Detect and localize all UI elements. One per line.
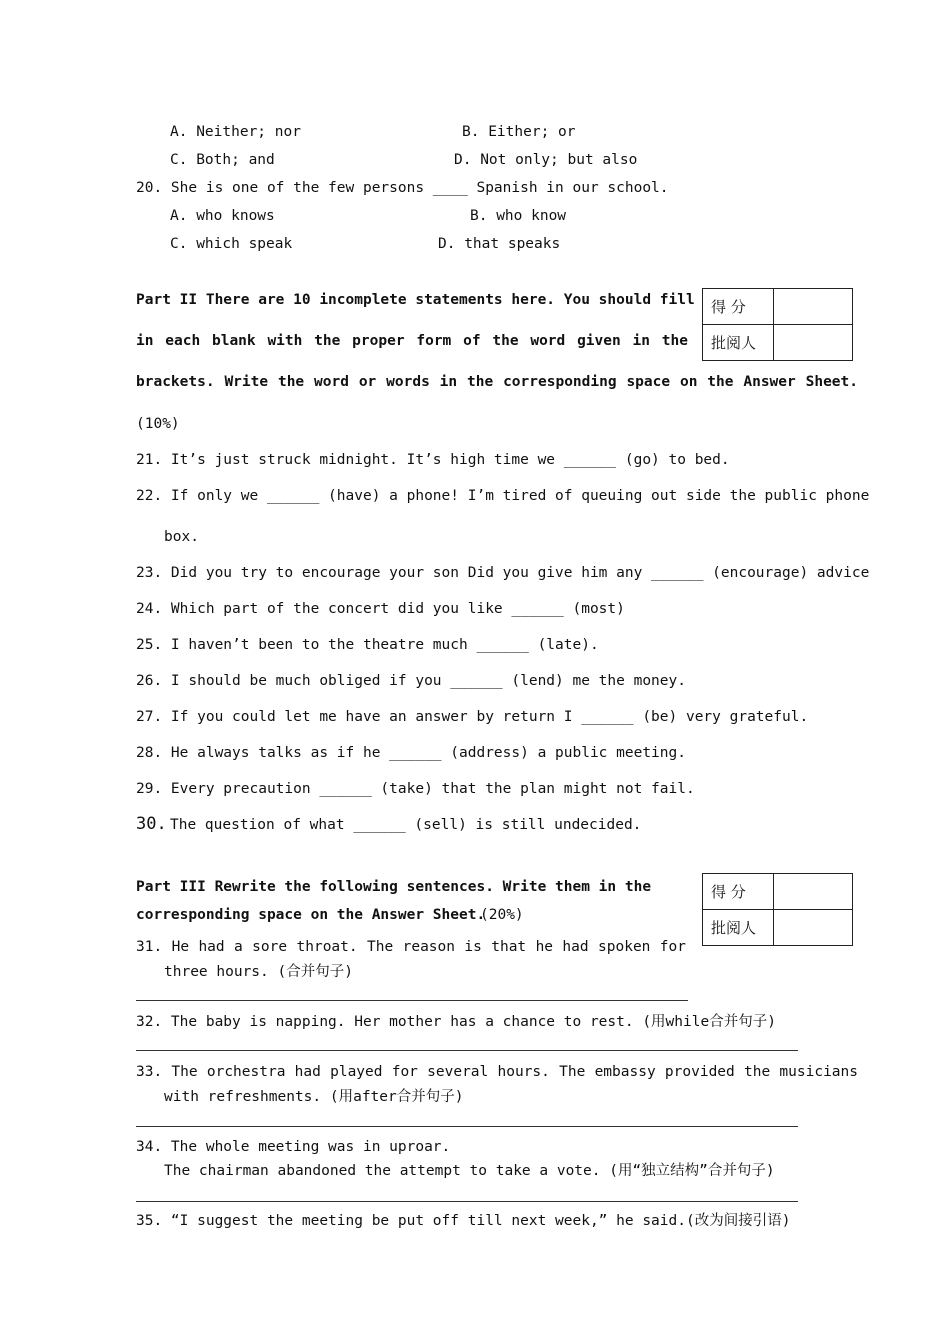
question-35: 35. “I suggest the meeting be put off till next week,” he said.(改为间接引语) [136,1213,791,1229]
reviewer-label: 批阅人 [703,325,774,361]
question-30-number: 30. [136,814,167,834]
q19-option-c: C. Both; and [170,152,275,168]
q20-stem: 20. She is one of the few persons ____ Spanish in our school. [136,180,669,196]
reviewer-cell [774,325,853,361]
part2-score-box [702,288,853,361]
answer-line-33 [136,1126,798,1127]
q20-option-a: A. who knows [170,208,275,224]
question-33-line2: with refreshments. (用after合并句子) [164,1089,464,1105]
question-30: The question of what ______ (sell) is still undecided. [170,817,642,833]
question-31-line1: 31. He had a sore throat. The reason is that he had spoken for [136,939,686,955]
q19-option-a: A. Neither; nor [170,124,301,140]
question-31-line2: three hours. (合并句子) [164,964,353,980]
question-24: 24. Which part of the concert did you like ______ (most) [136,601,625,617]
question-34-line1: 34. The whole meeting was in uproar. [136,1139,451,1155]
question-32: 32. The baby is napping. Her mother has a chance to rest. (用while合并句子) [136,1014,776,1030]
part2-instructions-line2: in each blank with the proper form of the word given in the [136,333,688,349]
q19-option-b: B. Either; or [462,124,576,140]
q19-option-d: D. Not only; but also [454,152,638,168]
q20-option-d: D. that speaks [438,236,561,252]
question-26: 26. I should be much obliged if you ______ (lend) me the money. [136,673,686,689]
question-27: 27. If you could let me have an answer by return I ______ (be) very grateful. [136,709,809,725]
answer-line-32 [136,1050,798,1051]
question-23: 23. Did you try to encourage your son Did you give him any ______ (encourage) advice [136,565,870,581]
score-label: 得 分 [703,874,774,910]
question-21: 21. It’s just struck midnight. It’s high time we ______ (go) to bed. [136,452,730,468]
answer-line-34 [136,1201,798,1202]
question-33-line1: 33. The orchestra had played for several hours. The embassy provided the musicians [136,1064,858,1080]
question-34-line2: The chairman abandoned the attempt to take a vote. (用“独立结构”合并句子) [164,1163,775,1179]
score-label: 得 分 [703,289,774,325]
question-28: 28. He always talks as if he ______ (address) a public meeting. [136,745,686,761]
q20-option-b: B. who know [470,208,567,224]
question-29: 29. Every precaution ______ (take) that the plan might not fail. [136,781,695,797]
score-cell [774,289,853,325]
part2-instructions-line1: Part II There are 10 incomplete statements here. You should fill [136,292,695,308]
part3-instructions-line1: Part III Rewrite the following sentences. Write them in the [136,879,652,895]
part3-score-box [702,873,853,946]
score-cell [774,874,853,910]
reviewer-cell [774,910,853,946]
part3-points: (20%) [480,907,524,923]
question-25: 25. I haven’t been to the theatre much ______ (late). [136,637,599,653]
part2-points: (10%) [136,416,180,432]
answer-line-31 [136,1000,688,1001]
part3-instructions-line2: corresponding space on the Answer Sheet. [136,907,486,923]
question-22-continued: box. [164,529,199,545]
part2-instructions-line3: brackets. Write the word or words in the corresponding space on the Answer Sheet. [136,374,858,390]
question-22: 22. If only we ______ (have) a phone! I’m tired of queuing out side the public phone [136,488,870,504]
q20-option-c: C. which speak [170,236,293,252]
reviewer-label: 批阅人 [703,910,774,946]
